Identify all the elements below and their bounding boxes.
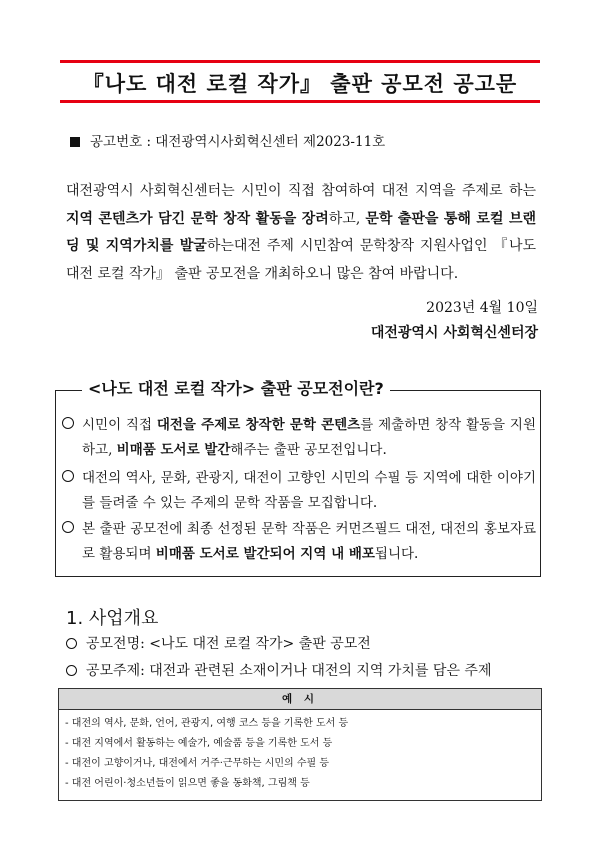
example-item: - 대전 지역에서 활동하는 예술가, 예술품 등을 기록한 도서 등 [65,738,333,749]
example-item: - 대전이 고향이거나, 대전에서 거주·근무하는 시민의 수필 등 [65,758,330,769]
announcement-date: 2023년 4월 10일 [426,300,538,316]
examples-header: 예 시 [59,689,541,710]
section-1-heading: 1. 사업개요 [66,608,159,629]
square-bullet-icon [70,137,80,147]
intro-paragraph: 대전광역시 사회혁신센터는 시민이 직접 참여하여 대전 지역을 주제로 하는 지역 콘텐츠가 담긴 문학 창작 활동을 장려하고, 문학 출판을 통해 로컬 브랜딩 및 지역가치를 발굴하는대전 주제 시민참여 문학창작 지원사업인 『나도 대전 로컬 작가』 출판 공모전을 개최하오니 많은 참여 바랍니다. [66,183,536,282]
example-item: - 대전의 역사, 문화, 언어, 관광지, 여행 코스 등을 기록한 도서 등 [65,718,349,729]
circle-bullet-icon [66,665,77,676]
title-bottom-rule [60,100,540,103]
summary-item-1: 시민이 직접 대전을 주제로 창작한 문학 콘텐츠를 제출하면 창작 활동을 지원하고, 비매품 도서로 발간해주는 출판 공모전입니다. [62,413,536,463]
notice-number: 공고번호 : 대전광역시사회혁신센터 제2023-11호 [70,130,385,150]
example-item: - 대전 어린이·청소년들이 읽으면 좋을 동화책, 그림책 등 [65,778,310,789]
summary-item-3: 본 출판 공모전에 최종 선정된 문학 작품은 커먼즈필드 대전, 대전의 홍보자료로 활용되며 비매품 도서로 발간되어 지역 내 배포됩니다. [62,517,536,567]
circle-bullet-icon [66,638,77,649]
title-top-rule [60,60,540,63]
contest-name-line: 공모전명: <나도 대전 로컬 작가> 출판 공모전 [66,633,371,653]
page-title: 『나도 대전 로컬 작가』 출판 공모전 공고문 [82,72,518,96]
contest-summary-title: <나도 대전 로컬 작가> 출판 공모전이란? [82,376,390,399]
issuing-organization: 대전광역시 사회혁신센터장 [370,325,538,341]
summary-item-2: 대전의 역사, 문화, 관광지, 대전이 고향인 시민의 수필 등 지역에 대한 이야기를 들려줄 수 있는 주제의 문학 작품을 모집합니다. [62,466,536,516]
examples-table [58,688,542,801]
circle-bullet-icon [62,521,74,533]
circle-bullet-icon [62,417,74,429]
circle-bullet-icon [62,470,74,482]
contest-theme-line: 공모주제: 대전과 관련된 소재이거나 대전의 지역 가치를 담은 주제 [66,660,491,680]
